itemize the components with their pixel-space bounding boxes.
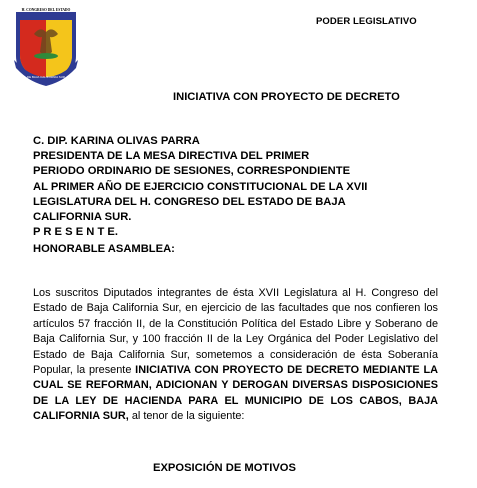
body-bold-initiative: INICIATIVA CON PROYECTO DE DECRETO MEDIANTE LA CUAL SE REFORMAN, ADICIONAN Y DEROGAN DIVERSAS DISPOSICIONES DE LA LEY DE HACIENDA PARA EL MUNICIPIO DE LOS CABOS, BAJA CALIFORNIA SUR,	[33, 364, 438, 423]
institution-label: PODER LEGISLATIVO	[316, 16, 417, 27]
body-paragraph	[33, 286, 438, 425]
svg-text:DE BAJA CALIFORNIA SUR: DE BAJA CALIFORNIA SUR	[26, 75, 66, 79]
section-title: EXPOSICIÓN DE MOTIVOS	[153, 462, 296, 474]
addressee-line: LEGISLATURA DEL H. CONGRESO DEL ESTADO DE BAJA	[33, 195, 346, 208]
addressee-line: PRESIDENTA DE LA MESA DIRECTIVA DEL PRIMER	[33, 150, 310, 163]
body-outro: al tenor de la siguiente:	[128, 410, 245, 423]
addressee-line: P R E S E N T E.	[33, 226, 118, 239]
addressee-line: C. DIP. KARINA OLIVAS PARRA	[33, 135, 200, 147]
addressee-line: PERIODO ORDINARIO DE SESIONES, CORRESPONDIENTE	[33, 165, 351, 178]
congress-seal-logo	[10, 8, 82, 88]
addressee-line: AL PRIMER AÑO DE EJERCICIO CONSTITUCIONAL DE LA XVII	[33, 180, 368, 193]
body-intro: Los suscritos Diputados integrantes de ésta XVII Legislatura al H. Congreso del Estado de Baja California Sur, en ejercicio de las facultades que nos confieren los artículos 57 fracción II, de la Constitución Política del Estado Libre y Soberano de Baja California Sur, y 100 fracción II de la Ley Orgánica del Poder Legislativo del Estado de Baja California Sur, sometemos a consideración de ésta Soberanía Popular, la presente	[33, 287, 438, 377]
document-title: INICIATIVA CON PROYECTO DE DECRETO	[173, 91, 400, 103]
salutation: HONORABLE ASAMBLEA:	[33, 243, 175, 255]
addressee-line: CALIFORNIA SUR.	[33, 211, 132, 224]
svg-text:H. CONGRESO DEL ESTADO: H. CONGRESO DEL ESTADO	[21, 8, 71, 12]
addressee-block	[33, 134, 453, 240]
